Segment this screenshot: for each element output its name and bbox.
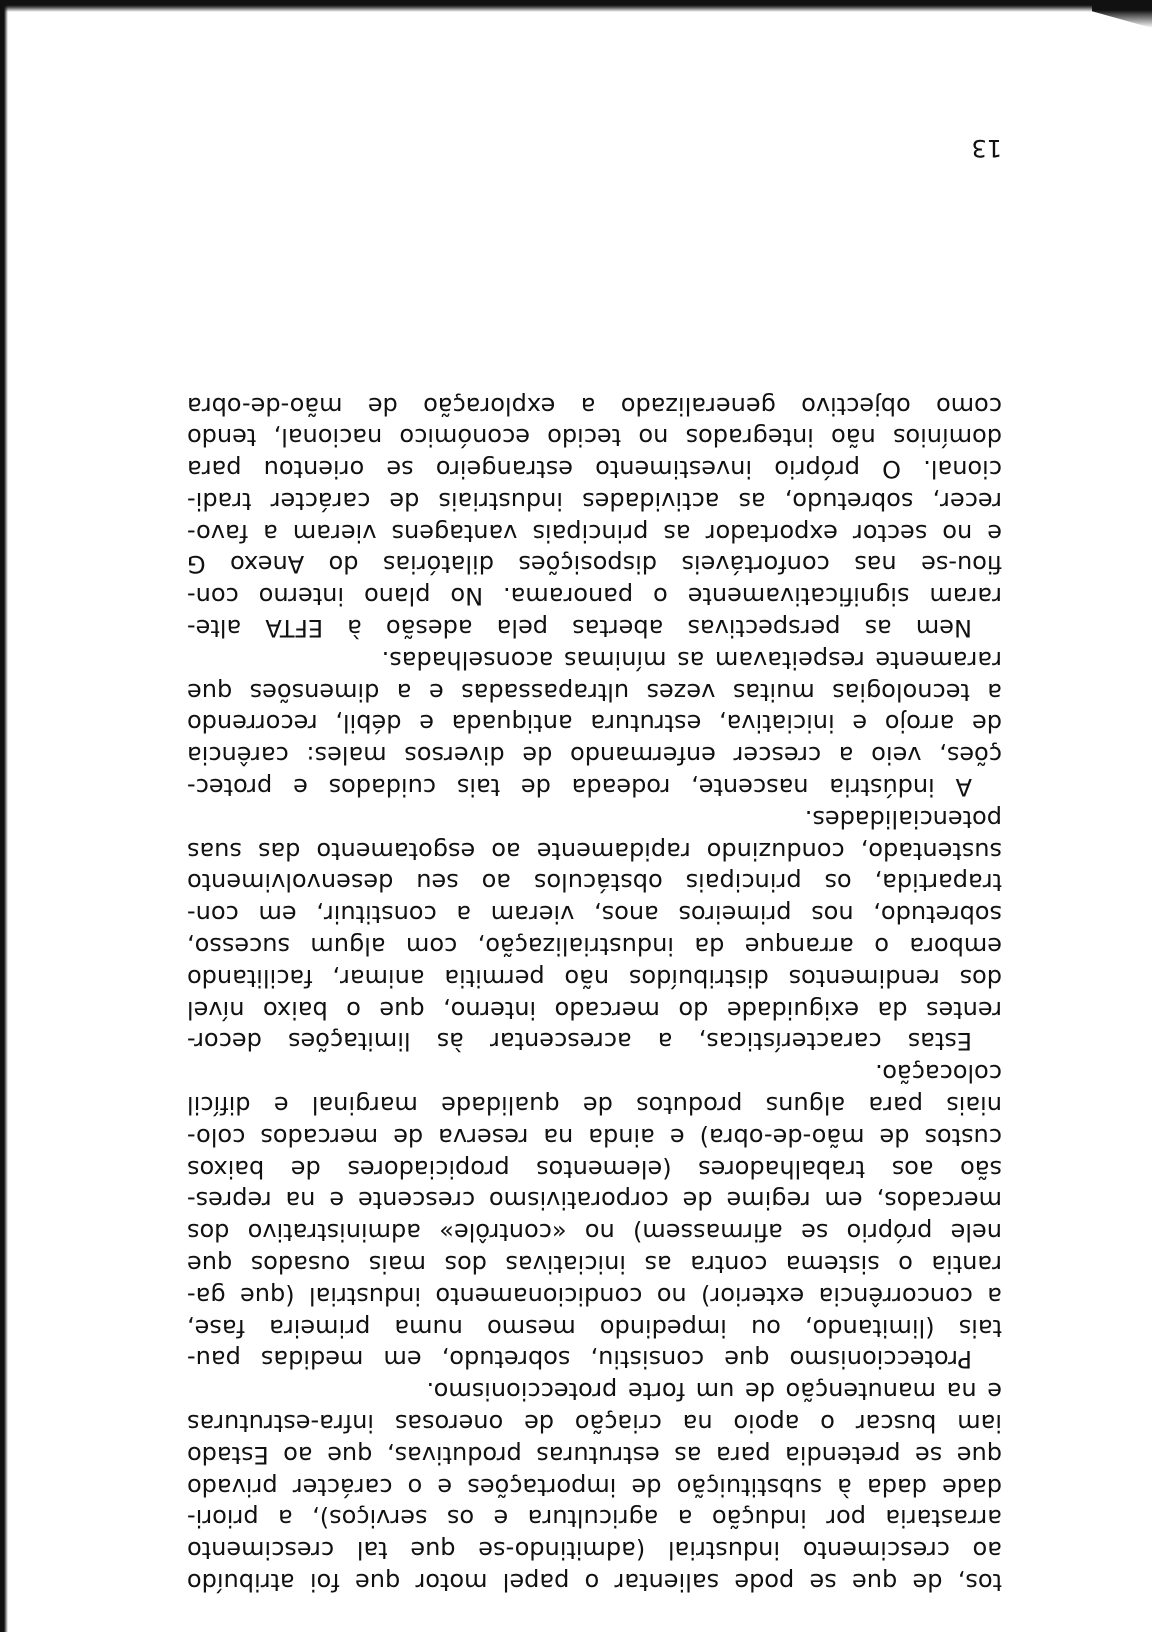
paragraph-start: A indústria nascente, rodeada de tais cuidados e protec-	[187, 773, 972, 802]
text-line: raram significativamente o panorama. No plano interno con-	[187, 582, 1002, 611]
text-line: arrastaria por indução a agricultura e os serviços), a priori-	[187, 1504, 1002, 1533]
text-line: como objectivo generalizado a exploração de mão-de-obra	[187, 391, 1002, 420]
text-line: de arrojo e iniciativa, estrutura antiquada e débil, recorrendo	[187, 709, 1002, 738]
text-line: rentes da exiguidade do mercado interno, que o baixo nível	[187, 995, 1002, 1024]
text-line: raramente respeitavam as mínimas aconselhadas.	[381, 645, 1002, 674]
text-line: são aos trabalhadores (elementos propiciadores de baixos	[187, 1154, 1002, 1183]
text-line: que se pretendia para as estruturas produtivas, que ao Estado	[187, 1440, 1002, 1469]
text-line: dos rendimentos distribuídos não permitia animar, facilitando	[187, 963, 1002, 992]
text-line: nele próprio se afirmassem) no «contrôle» administrativo dos	[187, 1218, 1002, 1247]
scan-edge	[0, 0, 1152, 12]
text-line: trapartida, os principais obstáculos ao seu desenvolvimento	[187, 868, 1002, 897]
text-line: sustentado, conduzindo rapidamente ao esgotamento das suas	[187, 836, 1002, 865]
text-line: rantia o sistema contra as iniciativas dos mais ousados que	[187, 1250, 1002, 1279]
paragraph-start: Estas características, a acrescentar às limitações decor-	[187, 1027, 972, 1056]
text-line: colocação.	[875, 1059, 1002, 1088]
text-line: custos de mão-de-obra) e ainda na reserva de mercados colo-	[187, 1122, 1002, 1151]
text-line: fiou-se nas confortáveis disposições dilatórias do Anexo G	[187, 550, 1002, 579]
text-line: a tecnologias muitas vezes ultrapassadas e a dimensões que	[187, 677, 1002, 706]
text-line: recer, sobretudo, as actividades industriais de carácter tradi-	[187, 486, 1002, 515]
text-line: a concorrência exterior) no condicionamento industrial (que ga-	[187, 1281, 1002, 1310]
text-line: sobretudo, nos primeiros anos, vieram a constituir, em con-	[187, 900, 1002, 929]
text-line: ções, veio a crescer enfermando de diversos males: carência	[187, 741, 1002, 770]
paragraph-start: Nem as perspectivas abertas pela adesão à EFTA alte-	[187, 614, 972, 643]
text-line: domínios não integrados no tecido económico nacional, tendo	[187, 423, 1002, 452]
text-line: e no sector exportador as principais vantagens vieram a favo-	[187, 518, 1002, 547]
paragraph-start: Proteccionismo que consistiu, sobretudo, em medidas pau-	[187, 1345, 972, 1374]
text-line: e na manutenção de um forte proteccionismo.	[426, 1377, 1002, 1406]
scan-edge-side	[0, 0, 8, 1632]
text-line: iam buscar o apoio na criação de onerosas infra-estruturas	[187, 1409, 1002, 1438]
text-line: niais para alguns produtos de qualidade marginal e difícil	[187, 1091, 1002, 1120]
text-line: cional. O próprio investimento estrangeiro se orientou para	[187, 455, 1002, 484]
text-line: embora o arranque da industrialização, com algum sucesso,	[187, 932, 1002, 961]
page-number: 13	[971, 134, 1002, 162]
text-line: dade dada à substituição de importações e o carácter privado	[187, 1472, 1002, 1501]
text-line: potencialidades.	[804, 804, 1002, 833]
scan-corner-mark	[1092, 0, 1152, 28]
text-line: tais (limitando, ou impedindo mesmo numa primeira fase,	[187, 1313, 1002, 1342]
body-text	[187, 389, 1002, 1597]
text-line: tos, de que se pode salientar o papel motor que foi atribuído	[187, 1568, 1002, 1596]
text-line: mercados, em regime de corporativismo crescente e na repres-	[187, 1186, 1002, 1215]
text-line: ao crescimento industrial (admitindo-se que tal crescimento	[187, 1536, 1002, 1565]
